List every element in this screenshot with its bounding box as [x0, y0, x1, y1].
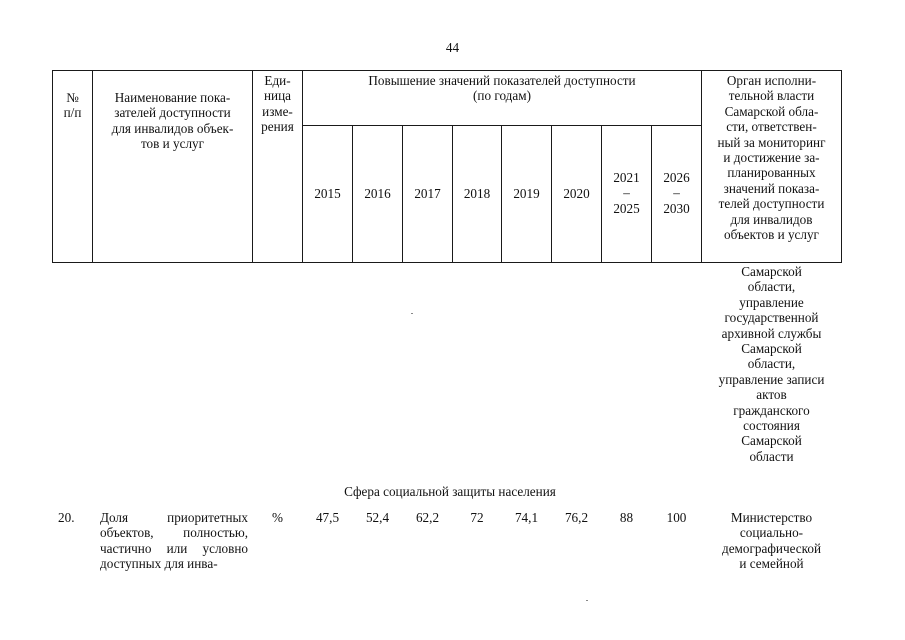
scan-speck	[586, 600, 588, 601]
page-number: 44	[445, 40, 460, 55]
col-line	[841, 70, 842, 263]
year-2021-2025: 2021 – 2025	[613, 170, 640, 216]
year-2020: 2020	[563, 186, 590, 201]
year-2019: 2019	[513, 186, 540, 201]
header-bottom-border	[52, 262, 842, 263]
row-organ: Министерство социально- демографической и семейной	[721, 510, 821, 572]
value-2019: 74,1	[514, 510, 539, 525]
value-2016: 52,4	[365, 510, 390, 525]
year-2018: 2018	[463, 186, 491, 201]
header-organ: Орган исполни- тельной власти Самарской обла- сти, ответствен- ный за мониторинг и достижение за- планированных значений показа- телей доступности для инвалидов объектов и услуг	[717, 73, 826, 243]
header-top-border	[52, 70, 842, 71]
row-name: Доля приоритетных объектов, полностью, частично или условно доступных для инва-	[100, 510, 248, 572]
scan-speck	[411, 313, 413, 314]
value-2021-2025: 88	[619, 510, 634, 525]
header-num: № п/п	[63, 90, 82, 121]
value-2018: 72	[470, 510, 484, 525]
header-increase: Повышение значений показателей доступности (по годам)	[368, 73, 636, 104]
value-2017: 62,2	[415, 510, 440, 525]
header-unit: Еди- ница изме- рения	[261, 73, 294, 135]
year-2026-2030: 2026 – 2030	[663, 170, 690, 216]
value-2015: 47,5	[315, 510, 340, 525]
value-2026-2030: 100	[666, 510, 687, 525]
year-2015: 2015	[314, 186, 341, 201]
section-title: Сфера социальной защиты населения	[344, 484, 556, 499]
row-num: 20.	[58, 510, 75, 525]
year-2017: 2017	[414, 186, 441, 201]
header-name: Наименование пока- зателей доступности для инвалидов объек- тов и услуг	[111, 90, 234, 152]
row-unit: %	[272, 510, 283, 525]
year-2016: 2016	[364, 186, 391, 201]
continuation-organ-text: Самарской области, управление государственной архивной службы Самарской области, управление записи актов гражданского состояния Самарской области	[718, 264, 825, 464]
value-2020: 76,2	[564, 510, 589, 525]
